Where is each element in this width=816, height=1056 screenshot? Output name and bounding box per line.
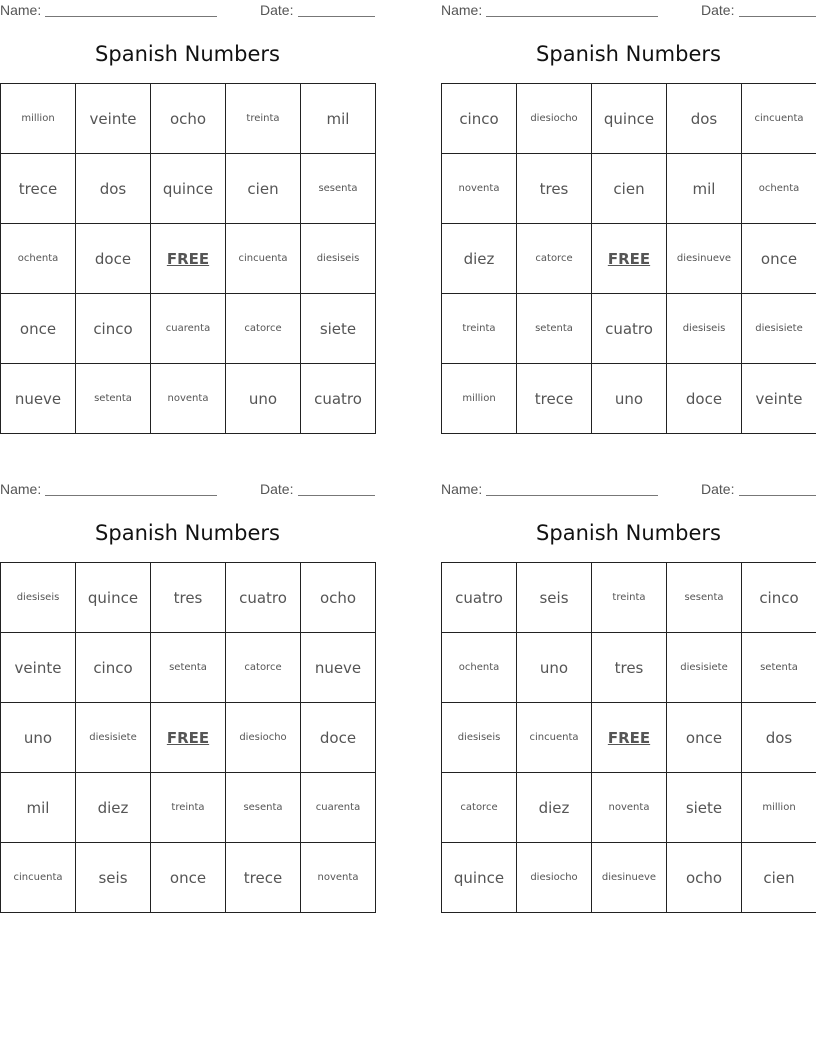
grid-row [1,224,376,294]
free-space: FREE [592,224,667,294]
grid-cell: cien [592,154,667,224]
grid-row [1,364,376,434]
grid-cell: doce [76,224,151,294]
grid-cell: treinta [151,773,226,843]
grid-cell: setenta [742,633,816,703]
grid-row [442,224,816,294]
bingo-card [0,479,375,909]
grid-cell: cuarenta [301,773,376,843]
date-line [739,495,816,496]
bingo-grid [0,83,376,434]
grid-row [1,843,376,913]
date-label: Date: [701,2,735,18]
grid-cell: million [442,364,517,434]
grid-cell: seis [76,843,151,913]
name-line [45,16,217,17]
grid-cell: mil [667,154,742,224]
grid-cell: trece [517,364,592,434]
grid-cell: cinco [442,84,517,154]
grid-cell: diesiocho [517,843,592,913]
date-label: Date: [260,481,294,497]
grid-cell: quince [76,563,151,633]
grid-cell: noventa [442,154,517,224]
bingo-grid [441,562,816,913]
grid-cell: setenta [151,633,226,703]
grid-row [1,633,376,703]
grid-cell: ocho [151,84,226,154]
name-label: Name: [441,481,483,497]
grid-cell: diez [517,773,592,843]
grid-cell: seis [517,563,592,633]
grid-cell: million [1,84,76,154]
name-line [486,16,658,17]
grid-cell: diez [76,773,151,843]
grid-cell: veinte [76,84,151,154]
grid-cell: cinco [76,633,151,703]
grid-row [1,563,376,633]
grid-cell: catorce [226,633,301,703]
grid-cell: quince [442,843,517,913]
date-label: Date: [260,2,294,18]
grid-cell: noventa [592,773,667,843]
free-space: FREE [592,703,667,773]
grid-cell: uno [226,364,301,434]
card-title: Spanish Numbers [95,42,280,66]
grid-cell: cuatro [301,364,376,434]
free-space: FREE [151,703,226,773]
grid-cell: cuatro [226,563,301,633]
grid-cell: veinte [1,633,76,703]
grid-cell: cincuenta [226,224,301,294]
grid-row [442,843,816,913]
grid-cell: cinco [742,563,816,633]
grid-cell: once [742,224,816,294]
grid-cell: doce [667,364,742,434]
grid-cell: catorce [226,294,301,364]
date-line [298,495,375,496]
grid-cell: ochenta [1,224,76,294]
grid-cell: ochenta [442,633,517,703]
name-label: Name: [441,2,483,18]
grid-cell: veinte [742,364,816,434]
grid-cell: mil [301,84,376,154]
card-title: Spanish Numbers [95,521,280,545]
grid-cell: dos [742,703,816,773]
grid-cell: tres [151,563,226,633]
grid-cell: sesenta [301,154,376,224]
grid-cell: once [151,843,226,913]
grid-row [442,703,816,773]
grid-cell: cuatro [442,563,517,633]
grid-cell: catorce [442,773,517,843]
grid-cell: dos [667,84,742,154]
grid-cell: trece [226,843,301,913]
grid-cell: noventa [151,364,226,434]
grid-cell: tres [592,633,667,703]
grid-cell: quince [151,154,226,224]
date-line [298,16,375,17]
grid-cell: ochenta [742,154,816,224]
grid-cell: uno [517,633,592,703]
grid-cell: treinta [226,84,301,154]
grid-cell: diesiseis [442,703,517,773]
grid-row [442,773,816,843]
grid-row [442,364,816,434]
grid-cell: tres [517,154,592,224]
grid-cell: cuarenta [151,294,226,364]
grid-cell: doce [301,703,376,773]
grid-cell: nueve [301,633,376,703]
card-title: Spanish Numbers [536,521,721,545]
date-line [739,16,816,17]
grid-cell: diesinueve [592,843,667,913]
bingo-card [0,0,375,430]
grid-cell: quince [592,84,667,154]
grid-cell: treinta [592,563,667,633]
card-header [441,481,816,499]
grid-cell: cuatro [592,294,667,364]
grid-cell: once [667,703,742,773]
grid-row [442,294,816,364]
grid-cell: uno [1,703,76,773]
grid-row [1,154,376,224]
grid-cell: diesinueve [667,224,742,294]
card-header [441,2,816,20]
grid-cell: diesisiete [76,703,151,773]
grid-cell: mil [1,773,76,843]
grid-cell: cincuenta [742,84,816,154]
grid-row [442,84,816,154]
grid-cell: diesisiete [742,294,816,364]
grid-cell: trece [1,154,76,224]
grid-cell: catorce [517,224,592,294]
name-label: Name: [0,481,42,497]
name-line [45,495,217,496]
grid-cell: cincuenta [517,703,592,773]
free-space: FREE [151,224,226,294]
grid-row [1,294,376,364]
grid-row [1,773,376,843]
grid-cell: siete [667,773,742,843]
grid-cell: once [1,294,76,364]
grid-cell: treinta [442,294,517,364]
bingo-card [441,479,816,909]
grid-row [442,563,816,633]
grid-cell: setenta [517,294,592,364]
grid-cell: dos [76,154,151,224]
grid-cell: cincuenta [1,843,76,913]
grid-cell: cien [742,843,816,913]
grid-cell: nueve [1,364,76,434]
grid-cell: uno [592,364,667,434]
grid-cell: cien [226,154,301,224]
grid-row [1,84,376,154]
grid-row [1,703,376,773]
card-title: Spanish Numbers [536,42,721,66]
grid-cell: diesiseis [667,294,742,364]
grid-cell: setenta [76,364,151,434]
grid-cell: diez [442,224,517,294]
card-header [0,2,375,20]
grid-cell: diesiseis [1,563,76,633]
grid-cell: diesiseis [301,224,376,294]
grid-cell: siete [301,294,376,364]
date-label: Date: [701,481,735,497]
grid-cell: diesiocho [517,84,592,154]
card-header [0,481,375,499]
grid-cell: diesisiete [667,633,742,703]
grid-cell: cinco [76,294,151,364]
bingo-grid [441,83,816,434]
grid-cell: diesiocho [226,703,301,773]
grid-cell: million [742,773,816,843]
grid-cell: ocho [667,843,742,913]
grid-row [442,633,816,703]
bingo-card [441,0,816,430]
name-label: Name: [0,2,42,18]
bingo-grid [0,562,376,913]
grid-cell: sesenta [667,563,742,633]
grid-cell: ocho [301,563,376,633]
grid-row [442,154,816,224]
grid-cell: sesenta [226,773,301,843]
name-line [486,495,658,496]
grid-cell: noventa [301,843,376,913]
